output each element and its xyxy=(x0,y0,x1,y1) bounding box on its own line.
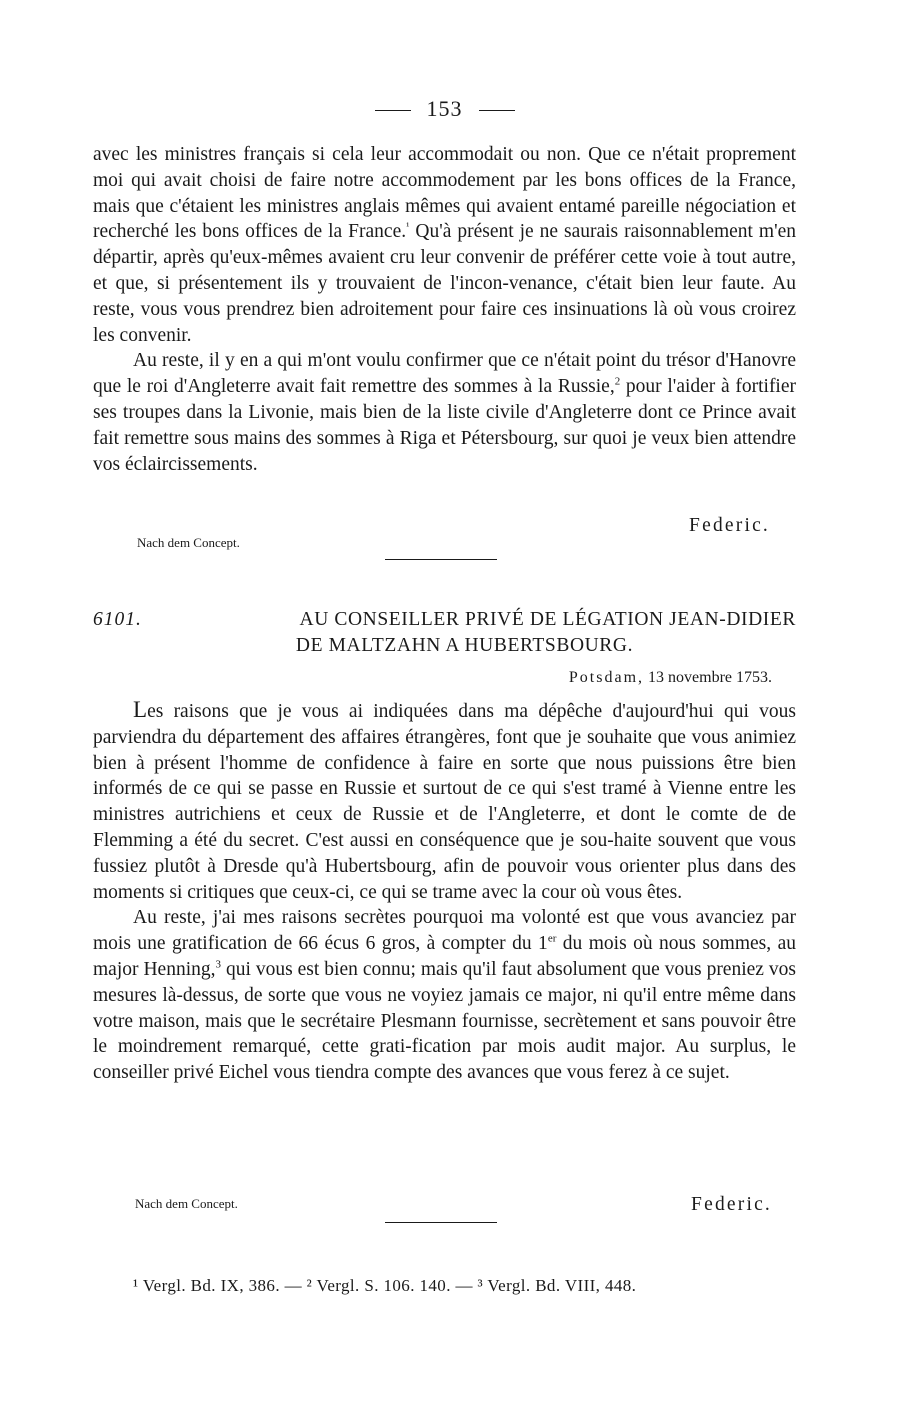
source-note: Nach dem Concept. xyxy=(137,535,240,550)
section-divider xyxy=(385,1222,497,1223)
page-number-dash-left xyxy=(375,110,411,111)
section-divider xyxy=(385,559,497,560)
page-number: 153 xyxy=(93,96,796,122)
paragraph: Les raisons que je vous ai indiquées dans ma dépêche d'aujourd'hui qui vous parviendra du département des affaires étrangères, font que je souhaite que vous animiez bien à présent l'homme de confidence à faire en sorte que nous puissions être bien informés de ce qui se passe en Russie et surtout de ce qui s'est tramé à Vienne entre les ministres autrichiens et ceux de Russie et de l'Angleterre, et dont le comte de de Flemming a été du secret. C'est aussi en conséquence que je sou-haite souvent que vous fussiez plutôt à Dresde qu'à Hubertsbourg, afin de pouvoir vous orienter plus dans des moments si critiques que ceux-ci, ce qui se trame avec la cour où vous êtes. xyxy=(93,697,796,903)
paragraph: Au reste, j'ai mes raisons secrètes pourquoi ma volonté est que vous avanciez par mois une gratification de 66 écus 6 gros, à compter du 1er du mois où nous sommes, au major Henning,$^3$ qui vous est bien connu; mais qu'il faut absolument que vous preniez vos mesures là-dessus, de sorte que vous ne voyiez jamais ce major, ni qu'il entre même dans votre maison, mais que le secrétaire Plesmann fournisse, secrètement et sans pouvoir être le moindrement remarqué, cette grati-fication par mois audit major. Au surplus, le conseiller privé Eichel vous tiendra compte des avances que vous ferez à ce sujet. xyxy=(93,907,796,1084)
paragraph: Au reste, il y en a qui m'ont voulu confirmer que ce n'était point du trésor d'Hanovre que le roi d'Angleterre avait fait remettre des sommes à la Russie,$^2$ pour l'aider à fortifier ses troupes dans la Livonie, mais bien de la liste civile d'Angleterre dont ce Prince avait fait remettre sous mains des sommes à Riga et Pétersbourg, sur quoi je veux bien attendre vos éclaircissements. xyxy=(93,350,796,475)
continued-letter-body xyxy=(93,142,796,477)
footnote-ref: ¹ xyxy=(406,220,410,233)
letter-body xyxy=(93,697,796,1086)
letter-heading xyxy=(93,607,796,659)
footnote-ref: 3 xyxy=(215,958,221,971)
signature: Federic. xyxy=(691,1194,772,1215)
footnote-ref: 2 xyxy=(614,375,621,388)
heading-line: DE MALTZAHN A HUBERTSBOURG. xyxy=(295,635,634,656)
signature: Federic. xyxy=(689,515,770,536)
paragraph: avec les ministres français si cela leur accommodait ou non. Que ce n'était proprement moi qui avait choisi de faire notre accommodement par les bons offices de la France, mais que c'étaient les ministres anglais mêmes qui avaient entamé pareille négociation et recherché les bons offices de la France.$^{^1}$ Qu'à présent je ne saurais raisonnablement m'en départir, après qu'eux-mêmes avaient cru leur convenir de préférer cette voie à tout autre, et que, si présentement ils y trouvaient de l'incon-venance, c'était bien leur faute. Au reste, vous vous prendrez bien adroitement pour faire ces insinuations là où vous croirez les convenir. xyxy=(93,144,796,346)
letter-number: 6101. xyxy=(93,609,142,630)
drop-cap: L xyxy=(133,697,148,722)
date: 13 novembre 1753. xyxy=(648,669,772,686)
place-date xyxy=(569,669,772,687)
page-number-dash-right xyxy=(479,110,515,111)
source-note: Nach dem Concept. xyxy=(135,1196,238,1211)
place: Potsdam, xyxy=(568,669,645,686)
footnotes: ¹ Vergl. Bd. IX, 386. — ² Vergl. S. 106. 140. — ³ Vergl. Bd. VIII, 448. xyxy=(133,1276,637,1295)
heading-line: AU CONSEILLER PRIVÉ DE LÉGATION JEAN-DIDIER xyxy=(299,609,796,630)
